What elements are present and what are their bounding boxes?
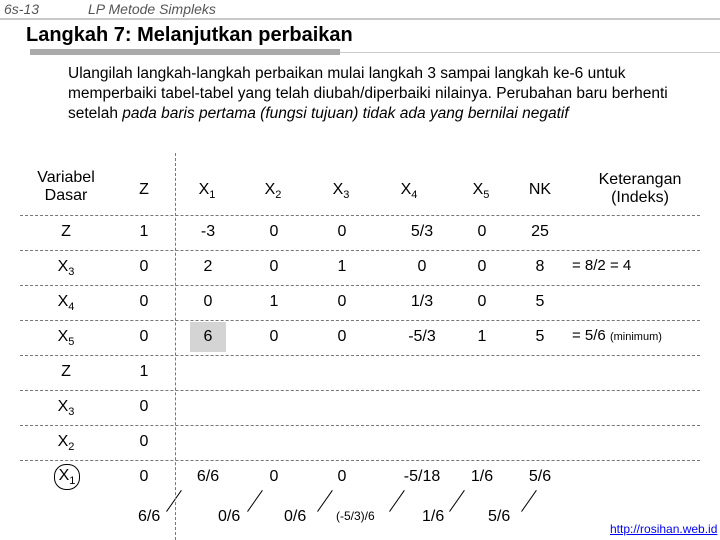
table-cell: 0	[269, 328, 279, 345]
title-underline-thin	[340, 52, 720, 53]
table-row	[20, 355, 700, 391]
division-value: 1/6	[422, 508, 445, 525]
table-cell: 0	[337, 468, 347, 485]
table-cell: 2	[203, 258, 213, 275]
title-underline	[30, 49, 340, 55]
instruction-paragraph	[68, 64, 708, 124]
column-divider	[175, 153, 176, 540]
table-cell: 0	[477, 258, 487, 275]
row-variable: $X_3$	[57, 258, 75, 278]
table-cell: 0	[139, 398, 149, 415]
row-variable: $X_2$	[57, 433, 75, 453]
division-value: 0/6	[284, 508, 307, 525]
header-nk: NK	[528, 181, 552, 198]
slide-title: Langkah 7: Melanjutkan perbaikan	[26, 24, 353, 46]
row-variable: Z	[61, 223, 71, 240]
table-row	[20, 390, 700, 426]
header-x4: $X_4$	[400, 181, 418, 201]
table-cell: 1	[269, 293, 279, 310]
table-cell: 0	[139, 328, 149, 345]
table-header-row	[20, 163, 700, 216]
division-value: (-5/3)/6	[336, 509, 375, 523]
table-cell: 0	[337, 328, 347, 345]
table-cell: 1	[139, 363, 149, 380]
table-cell: 0	[139, 293, 149, 310]
row-variable: Z	[61, 363, 71, 380]
table-cell: 5	[535, 293, 545, 310]
division-value: 6/6	[138, 508, 161, 525]
header-x1: $X_1$	[198, 181, 216, 201]
table-cell: 0	[477, 223, 487, 240]
row-note: = 5/6 (minimum)	[572, 327, 662, 344]
header-z: Z	[139, 181, 149, 198]
slide-header: LP Metode Simpleks	[88, 1, 216, 17]
division-value: 0/6	[218, 508, 241, 525]
table-cell: 1/3	[410, 293, 434, 310]
table-row	[20, 460, 700, 495]
table-cell: -3	[200, 223, 216, 240]
table-cell: 0	[139, 433, 149, 450]
table-cell: 0	[269, 258, 279, 275]
slide-number: 6s-13	[4, 1, 40, 17]
table-cell: 25	[531, 223, 549, 240]
table-row	[20, 320, 700, 356]
header-x5: $X_5$	[472, 181, 490, 201]
table-cell: 1	[139, 223, 149, 240]
header-divider	[0, 18, 720, 20]
row-note: = 8/2 = 4	[572, 257, 632, 274]
table-cell: 6/6	[196, 468, 220, 485]
pivot-cell: 6	[190, 322, 226, 352]
table-row	[20, 285, 700, 321]
header-variabel-dasar: Variabel Dasar	[37, 169, 95, 204]
table-cell: 0	[269, 223, 279, 240]
table-cell: 0	[417, 258, 427, 275]
table-cell: 1	[337, 258, 347, 275]
row-variable: $X_1$	[54, 464, 80, 490]
paragraph-italic: pada baris pertama (fungsi tujuan) tidak ada yang bernilai negatif	[122, 105, 569, 122]
paragraph-text: Ulangilah langkah-langkah perbaikan mulai langkah 3 sampai langkah ke-6 untuk memperbaiki tabel-tabel yang telah diubah/diperbaiki nilainya. Perubahan baru berhenti setelah	[68, 65, 668, 122]
header-x3: $X_3$	[332, 181, 350, 201]
row-variable: $X_5$	[57, 328, 75, 348]
row-variable: $X_3$	[57, 398, 75, 418]
table-cell: -5/3	[408, 328, 436, 345]
table-cell: 0	[139, 258, 149, 275]
table-cell: 5/3	[410, 223, 434, 240]
table-row	[20, 425, 700, 461]
table-cell: 0	[337, 293, 347, 310]
table-cell: 8	[535, 258, 545, 275]
table-cell: 1/6	[470, 468, 494, 485]
table-cell: 0	[203, 293, 213, 310]
table-cell: 5/6	[528, 468, 552, 485]
table-row	[20, 250, 700, 286]
division-value: 5/6	[488, 508, 511, 525]
table-cell: 0	[477, 293, 487, 310]
table-row	[20, 215, 700, 251]
row-variable: $X_4$	[57, 293, 75, 313]
table-cell: -5/18	[403, 468, 441, 485]
header-x2: $X_2$	[264, 181, 282, 201]
table-cell: 0	[139, 468, 149, 485]
header-keterangan: Keterangan (Indeks)	[598, 171, 682, 206]
source-link[interactable]: http://rosihan.web.id	[610, 522, 718, 536]
table-cell: 1	[477, 328, 487, 345]
table-cell: 5	[535, 328, 545, 345]
table-cell: 0	[337, 223, 347, 240]
table-cell: 0	[269, 468, 279, 485]
